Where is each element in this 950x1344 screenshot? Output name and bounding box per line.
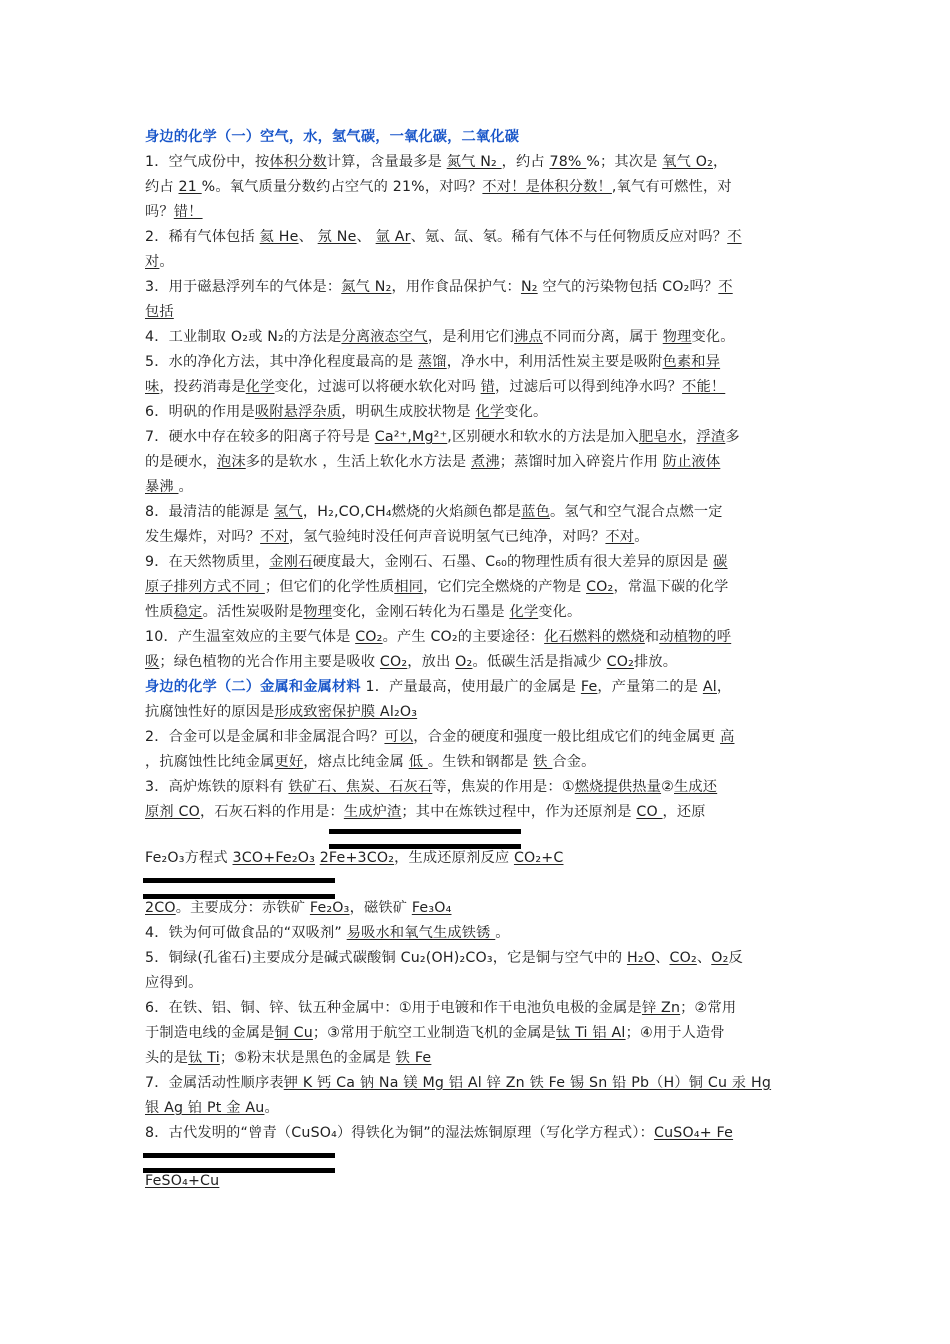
answer-text: 原子排列方式不同 bbox=[145, 579, 265, 595]
answer-text: 金刚石 bbox=[269, 554, 313, 570]
question-text: 和 bbox=[644, 629, 660, 645]
question-text: ，磁铁矿 bbox=[349, 900, 412, 916]
question-text: ，抗腐蚀性比纯金属 bbox=[145, 754, 275, 770]
question-text: 2．合金可以是金属和非金属混合吗？ bbox=[145, 729, 385, 745]
question-text: 性质 bbox=[145, 604, 174, 620]
question-text: ② bbox=[661, 779, 674, 795]
text-line bbox=[145, 627, 835, 647]
text-line bbox=[145, 427, 835, 447]
text-line bbox=[145, 152, 835, 172]
answer-text: 低 bbox=[408, 754, 428, 770]
answer-text: 钾 K 钙 Ca 钠 Na 镁 Mg 铝 Al 锌 Zn 铁 Fe 锡 Sn 铅 Pb（H）铜 Cu 汞 Hg bbox=[283, 1075, 772, 1091]
answer-text: 铁矿石、焦炭、石灰石 bbox=[288, 779, 433, 795]
text-line bbox=[145, 677, 835, 697]
question-text: 5．铜绿(孔雀石)主要成分是碱式碳酸铜 Cu₂(OH)₂CO₃，它是铜与空气中的 bbox=[145, 950, 627, 966]
answer-text: 形成致密保护膜 Al₂O₃ bbox=[274, 704, 418, 720]
text-line bbox=[145, 1073, 835, 1093]
answer-text: 化学 bbox=[475, 404, 505, 420]
question-text: ；但它们的化学性质 bbox=[264, 579, 395, 595]
question-text: 3．用于磁悬浮列车的气体是： bbox=[145, 279, 342, 295]
answer-text: 不能！ bbox=[682, 379, 726, 395]
answer-text: 化学 bbox=[509, 604, 539, 620]
question-text: %。氧气质量分数约占空气的 21%，对吗？ bbox=[201, 179, 483, 195]
answer-text: 浮渣 bbox=[696, 429, 726, 445]
question-text: 。产生 CO₂的主要途径： bbox=[382, 629, 545, 645]
answer-text: 原剂 CO bbox=[145, 804, 200, 820]
text-line bbox=[145, 898, 835, 918]
text-line bbox=[145, 1023, 835, 1043]
text-line bbox=[145, 1171, 835, 1191]
text-line bbox=[145, 1098, 835, 1118]
answer-text: Fe₃O₄ bbox=[411, 900, 452, 916]
answer-text: 吸 bbox=[145, 654, 160, 670]
answer-text: 相同 bbox=[394, 579, 424, 595]
question-text: 5．水的净化方法，其中净化程度最高的是 bbox=[145, 354, 418, 370]
text-line bbox=[145, 277, 835, 297]
answer-text: 体积分数 bbox=[269, 154, 327, 170]
question-text: 6．明矾的作用是 bbox=[145, 404, 255, 420]
answer-text: 蓝色 bbox=[521, 504, 550, 520]
text-line bbox=[145, 777, 835, 797]
answer-text: 可以 bbox=[384, 729, 414, 745]
answer-text: 暴沸 bbox=[145, 479, 179, 495]
question-text: ；蒸馏时加入碎瓷片作用 bbox=[499, 454, 663, 470]
question-text: 的是硬水， bbox=[145, 454, 217, 470]
text-line bbox=[145, 602, 835, 622]
question-text: 。 bbox=[159, 254, 174, 270]
answer-text: 氢气 bbox=[274, 504, 303, 520]
question-text: ,氧气有可燃性，对 bbox=[611, 179, 732, 195]
question-text: 变化。 bbox=[538, 604, 582, 620]
answer-text: 钛 Ti 铝 Al bbox=[556, 1025, 626, 1041]
question-text: 。主要成分：赤铁矿 bbox=[175, 900, 310, 916]
answer-text: FeSO₄+Cu bbox=[145, 1173, 220, 1189]
answer-text: O₂ bbox=[711, 950, 729, 966]
answer-text: 银 Ag 铂 Pt 金 Au bbox=[145, 1100, 265, 1116]
answer-text: 蒸馏 bbox=[417, 354, 447, 370]
question-text: 9．在天然物质里， bbox=[145, 554, 270, 570]
question-text: 不同而分离，属于 bbox=[542, 329, 663, 345]
question-text: ；④用于人造骨 bbox=[625, 1025, 725, 1041]
answer-text: CO₂ bbox=[379, 654, 408, 670]
question-text: 约占 bbox=[145, 179, 179, 195]
text-line bbox=[145, 752, 835, 772]
question-text: Fe₂O₃方程式 bbox=[145, 850, 233, 866]
answer-text: 物理 bbox=[662, 329, 692, 345]
question-text: 。活性炭吸附是 bbox=[202, 604, 304, 620]
answer-text: 更好 bbox=[274, 754, 304, 770]
question-text: 。生铁和钢都是 bbox=[427, 754, 534, 770]
question-text: ，放出 bbox=[407, 654, 456, 670]
question-text: 8．最清洁的能源是 bbox=[145, 504, 275, 520]
question-text: ，H₂,CO,CH₄燃烧的火焰颜色都是 bbox=[302, 504, 522, 520]
question-text: 7．金属活动性顺序表 bbox=[145, 1075, 284, 1091]
question-text: 头的是 bbox=[145, 1050, 189, 1066]
text-line bbox=[145, 998, 835, 1018]
text-line bbox=[145, 502, 835, 522]
question-text: 等，焦炭的作用是：① bbox=[432, 779, 575, 795]
answer-text: Al bbox=[702, 679, 717, 695]
answer-text: 不对 bbox=[605, 529, 635, 545]
question-text: ，常温下碳的化学 bbox=[613, 579, 729, 595]
answer-text: CuSO₄+ Fe bbox=[654, 1125, 734, 1141]
text-line bbox=[145, 402, 835, 422]
answer-text: 燃烧提供热量 bbox=[574, 779, 662, 795]
answer-text: 锌 Zn bbox=[641, 1000, 681, 1016]
question-text: ；⑤粉末状是黑色的金属是 bbox=[219, 1050, 396, 1066]
answer-text: 氮气 N₂ bbox=[446, 154, 502, 170]
question-text: 。 bbox=[264, 1100, 279, 1116]
answer-text: Fe bbox=[580, 679, 598, 695]
question-text: ，它们完全燃烧的产物是 bbox=[423, 579, 587, 595]
text-line bbox=[145, 127, 835, 147]
question-text: 、 bbox=[298, 229, 318, 245]
text-line bbox=[145, 948, 835, 968]
question-text: ， bbox=[682, 429, 697, 445]
question-text: 7．硬水中存在较多的阳离子符号是 bbox=[145, 429, 375, 445]
question-text: ，约占 bbox=[501, 154, 550, 170]
question-text: 计算，含量最多是 bbox=[326, 154, 447, 170]
text-line bbox=[145, 1123, 835, 1143]
question-text: ；其中在炼铁过程中，作为还原剂是 bbox=[401, 804, 637, 820]
question-text: 2．稀有气体包括 bbox=[145, 229, 260, 245]
text-line bbox=[145, 177, 835, 197]
text-line bbox=[145, 327, 835, 347]
question-text: 1．空气成份中，按 bbox=[145, 154, 270, 170]
question-text: 反 bbox=[728, 950, 743, 966]
answer-text: 生成还 bbox=[674, 779, 718, 795]
answer-text: 铁 bbox=[533, 754, 553, 770]
answer-text: CO bbox=[636, 804, 663, 820]
answer-text: 不对 bbox=[260, 529, 289, 545]
question-text: ， bbox=[713, 154, 728, 170]
answer-text: 氦 He bbox=[259, 229, 299, 245]
answer-text: 防止液体 bbox=[662, 454, 721, 470]
answer-text: 对 bbox=[145, 254, 160, 270]
answer-text: 生成炉渣 bbox=[343, 804, 402, 820]
answer-text: 分离液态空气 bbox=[341, 329, 428, 345]
text-line bbox=[145, 923, 835, 943]
text-line bbox=[145, 973, 835, 993]
text-line bbox=[145, 377, 835, 397]
section-heading: 身边的化学（一）空气，水，氢气碳，一氧化碳，二氧化碳 bbox=[145, 129, 520, 145]
answer-text: 泡沫 bbox=[216, 454, 246, 470]
text-line bbox=[145, 452, 835, 472]
question-text: 应得到。 bbox=[145, 975, 203, 991]
reaction-arrow-bar bbox=[143, 894, 335, 899]
answer-text: 铁 Fe bbox=[395, 1050, 432, 1066]
question-text: ；绿色植物的光合作用主要是吸收 bbox=[159, 654, 380, 670]
text-line bbox=[145, 727, 835, 747]
question-text: ，明矾生成胶状物是 bbox=[341, 404, 476, 420]
answer-text: 色素和异 bbox=[662, 354, 721, 370]
text-line bbox=[145, 352, 835, 372]
question-text: 。低碳生活是指减少 bbox=[472, 654, 607, 670]
answer-text: N₂ bbox=[520, 279, 538, 295]
question-text: ，氢气验纯时没任何声音说明氢气已纯净，对吗？ bbox=[288, 529, 606, 545]
answer-text: Fe₂O₃ bbox=[309, 900, 350, 916]
question-text: 于制造电线的金属是 bbox=[145, 1025, 275, 1041]
text-line bbox=[145, 527, 835, 547]
question-text: ，过滤后可以得到纯净水吗？ bbox=[495, 379, 683, 395]
answer-text: 氖 Ne bbox=[317, 229, 357, 245]
question-text: 多 bbox=[725, 429, 740, 445]
question-text: 10．产生温室效应的主要气体是 bbox=[145, 629, 356, 645]
text-line bbox=[145, 652, 835, 672]
question-text: %；其次是 bbox=[586, 154, 663, 170]
answer-text: CO₂ bbox=[355, 629, 383, 645]
answer-text: 包括 bbox=[145, 304, 174, 320]
answer-text: 铜 Cu bbox=[274, 1025, 313, 1041]
text-line bbox=[145, 577, 835, 597]
question-text: ；②常用 bbox=[680, 1000, 737, 1016]
answer-text: 不 bbox=[718, 279, 733, 295]
answer-text: CO₂ bbox=[606, 654, 635, 670]
question-text: 6．在铁、铝、铜、锌、钛五种金属中：①用于电镀和作干电池负电极的金属是 bbox=[145, 1000, 642, 1016]
text-line bbox=[145, 477, 835, 497]
answer-text: 错！ bbox=[173, 204, 203, 220]
answer-text: 错 bbox=[480, 379, 496, 395]
question-text: 。 bbox=[178, 479, 193, 495]
question-text: 多的是软水 ，生活上软化水方法是 bbox=[245, 454, 471, 470]
question-text: 8．古代发明的“曾青（CuSO₄）得铁化为铜”的湿法炼铜原理（写化学方程式）： bbox=[145, 1125, 654, 1141]
answer-text: 钛 Ti bbox=[188, 1050, 220, 1066]
question-text: ；③常用于航空工业制造飞机的金属是 bbox=[312, 1025, 557, 1041]
question-text: 。 bbox=[634, 529, 649, 545]
answer-text: 味 bbox=[145, 379, 160, 395]
question-text: ，用作食品保护气： bbox=[391, 279, 521, 295]
question-text: ，投药消毒是 bbox=[159, 379, 246, 395]
answer-text: 化学 bbox=[245, 379, 275, 395]
question-text: 4．铁为何可做食品的“双吸剂” bbox=[145, 925, 347, 941]
question-text: ，净水中，利用活性炭主要是吸附 bbox=[446, 354, 663, 370]
question-text: ，是利用它们 bbox=[427, 329, 515, 345]
text-line bbox=[145, 702, 835, 722]
question-text: 、 bbox=[696, 950, 712, 966]
answer-text: 肥皂水 bbox=[639, 429, 683, 445]
question-text: ,区别硬水和软水的方法是加入 bbox=[447, 429, 640, 445]
text-line bbox=[145, 1048, 835, 1068]
question-text: 发生爆炸，对吗？ bbox=[145, 529, 261, 545]
answer-text: 2CO bbox=[145, 900, 176, 916]
text-line bbox=[145, 202, 835, 222]
answer-text: O₂ bbox=[455, 654, 473, 670]
question-text: ，产量第二的是 bbox=[597, 679, 703, 695]
answer-text: 氮气 N₂ bbox=[341, 279, 392, 295]
question-text: 、 bbox=[655, 950, 670, 966]
answer-text: 氩 Ar bbox=[375, 229, 411, 245]
answer-text: 易吸水和氧气生成铁锈 bbox=[346, 925, 496, 941]
answer-text: 高 bbox=[720, 729, 735, 745]
reaction-arrow-bar bbox=[143, 1153, 335, 1158]
question-text: 抗腐蚀性好的原因是 bbox=[145, 704, 275, 720]
reaction-arrow-bar bbox=[143, 878, 335, 883]
answer-text: 稳定 bbox=[173, 604, 203, 620]
question-text: 排放。 bbox=[634, 654, 678, 670]
question-text: ，生成还原剂反应 bbox=[394, 850, 514, 866]
answer-text: 化石燃料的燃烧 bbox=[544, 629, 645, 645]
answer-text: 2Fe+3CO₂ bbox=[319, 850, 395, 866]
question-text: 1．产量最高，使用最广的金属是 bbox=[360, 679, 581, 695]
answer-text: Ca²⁺,Mg²⁺ bbox=[374, 429, 448, 445]
answer-text: 煮沸 bbox=[470, 454, 500, 470]
answer-text: CO₂ bbox=[586, 579, 614, 595]
text-line bbox=[145, 252, 835, 272]
question-text: 合金。 bbox=[552, 754, 596, 770]
answer-text: 物理 bbox=[303, 604, 333, 620]
answer-text: 碳 bbox=[713, 554, 728, 570]
answer-text: 氧气 O₂ bbox=[662, 154, 714, 170]
question-text: 硬度最大，金刚石、石墨、C₆₀的物理性质有很大差异的原因是 bbox=[312, 554, 714, 570]
question-text: 、氪、氙、氡。稀有气体不与任何物质反应对吗？ bbox=[410, 229, 728, 245]
answer-text: CO₂+C bbox=[513, 850, 564, 866]
reaction-arrow-bar bbox=[143, 1168, 335, 1173]
question-text: ，石灰石料的作用是： bbox=[199, 804, 344, 820]
answer-text: 78% bbox=[549, 154, 587, 170]
section-heading: 身边的化学（二）金属和金属材料 bbox=[145, 679, 361, 695]
answer-text: CO₂ bbox=[669, 950, 697, 966]
answer-text: 3CO+Fe₂O₃ bbox=[232, 850, 315, 866]
question-text: 4．工业制取 O₂或 N₂的方法是 bbox=[145, 329, 342, 345]
question-text: 、 bbox=[356, 229, 376, 245]
answer-text: H₂O bbox=[626, 950, 656, 966]
question-text: 变化。 bbox=[504, 404, 548, 420]
question-text: 。氢气和空气混合点燃一定 bbox=[550, 504, 723, 520]
question-text: 吗？ bbox=[145, 204, 174, 220]
text-line bbox=[145, 552, 835, 572]
question-text: ， bbox=[716, 679, 732, 695]
answer-text: 沸点 bbox=[514, 329, 543, 345]
reaction-arrow-bar bbox=[329, 844, 521, 849]
answer-text: 不对！是体积分数！ bbox=[482, 179, 612, 195]
question-text: ，还原 bbox=[662, 804, 706, 820]
answer-text: 21 bbox=[178, 179, 202, 195]
question-text: 变化，过滤可以将硬水软化对吗 bbox=[274, 379, 481, 395]
answer-text: 动植物的呼 bbox=[659, 629, 732, 645]
text-line bbox=[145, 302, 835, 322]
question-text: 。 bbox=[495, 925, 510, 941]
answer-text: 不 bbox=[727, 229, 742, 245]
question-text: ，合金的硬度和强度一般比组成它们的纯金属更 bbox=[413, 729, 721, 745]
text-line bbox=[145, 848, 835, 868]
question-text: 3．高炉炼铁的原料有 bbox=[145, 779, 289, 795]
question-text: ，熔点比纯金属 bbox=[303, 754, 409, 770]
text-line bbox=[145, 227, 835, 247]
answer-text: 吸附悬浮杂质 bbox=[254, 404, 342, 420]
reaction-arrow-bar bbox=[329, 829, 521, 834]
question-text: 变化，金刚石转化为石墨是 bbox=[332, 604, 510, 620]
text-line bbox=[145, 802, 835, 822]
question-text: 空气的污染物包括 CO₂吗？ bbox=[537, 279, 719, 295]
question-text: 变化。 bbox=[691, 329, 735, 345]
